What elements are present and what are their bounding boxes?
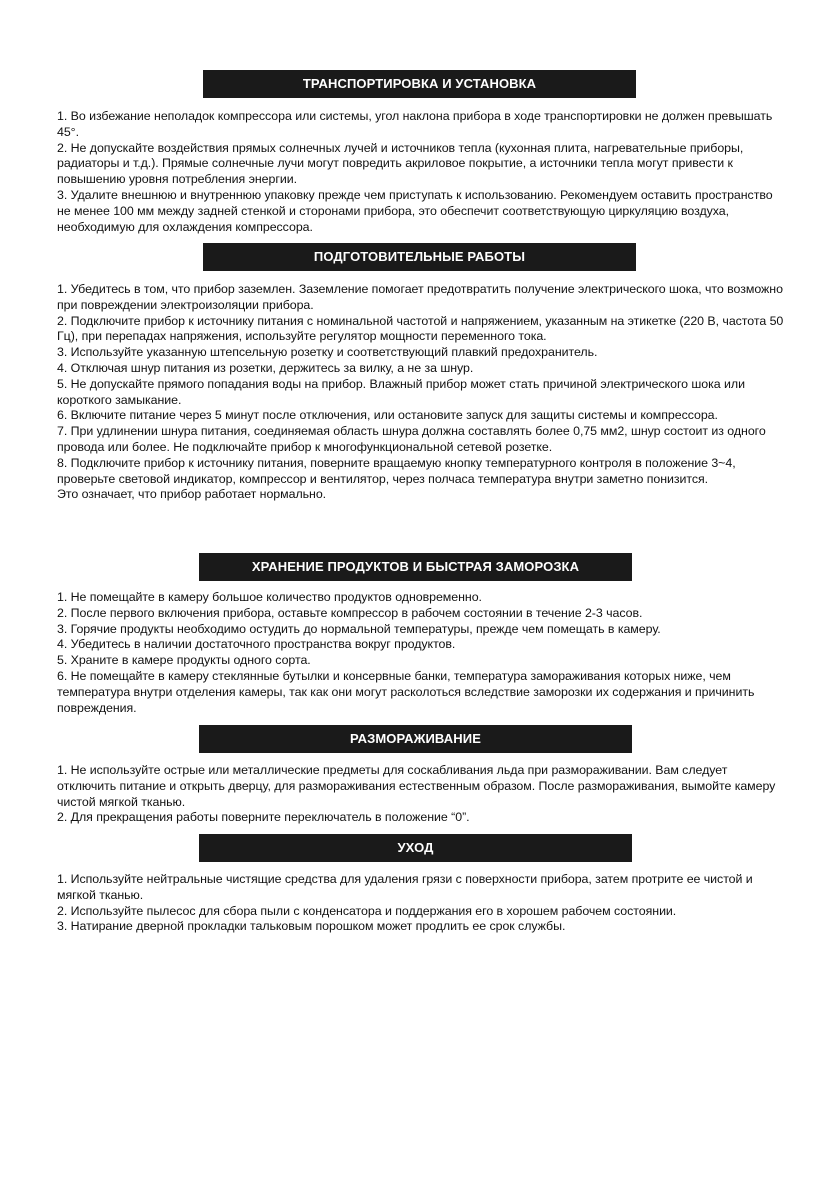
- paragraph: 8. Подключите прибор к источнику питания, поверните вращаемую кнопку температурного контроля в положение 3~4, проверьте световой индикатор, компрессор и вентилятор, через полчаса температура внутри заметно понизится.: [57, 455, 736, 486]
- section-heading-care: УХОД: [199, 834, 632, 862]
- paragraph: 6. Включите питание через 5 минут после отключения, или остановите запуск для защиты системы и компрессора.: [57, 408, 718, 423]
- section-heading-transport: ТРАНСПОРТИРОВКА И УСТАНОВКА: [203, 70, 636, 98]
- paragraph: 1. Убедитесь в том, что прибор заземлен. Заземление помогает предотвратить получение электрического шока, что возможно при повреждении электроизоляции прибора.: [57, 282, 783, 312]
- paragraph: 2. После первого включения прибора, оставьте компрессор в рабочем состоянии в течение 2-3 часов.: [57, 605, 643, 620]
- paragraph: 2. Подключите прибор к источнику питания с номинальной частотой и напряжением, указанным на этикетке (220 В, частота 50 Гц), при перепадах напряжения, используйте регулятор мощности переменного тока.: [57, 313, 784, 344]
- paragraph: 5. Храните в камере продукты одного сорта.: [57, 653, 311, 668]
- paragraph: 7. При удлинении шнура питания, соединяемая область шнура должна составлять более 0,75 мм2, шнур состоит из одного провода или более. Не подключайте прибор к многофункциональной сетевой розетке.: [57, 424, 766, 454]
- section-body-defrosting: [57, 763, 785, 826]
- section-body-preparation: [57, 282, 785, 503]
- paragraph: 4. Отключая шнур питания из розетки, держитесь за вилку, а не за шнур.: [57, 360, 474, 375]
- paragraph: 2. Для прекращения работы поверните переключатель в положение “0”.: [57, 810, 470, 825]
- paragraph: 1. Во избежание неполадок компрессора или системы, угол наклона прибора в ходе транспортировки не должен превышать 45°.: [57, 109, 773, 139]
- paragraph: 2. Используйте пылесос для сбора пыли с конденсатора и поддержания его в хорошем рабочем состоянии.: [57, 903, 677, 918]
- paragraph: 3. Удалите внешнюю и внутреннюю упаковку прежде чем приступать к использованию. Рекомендуем оставить пространство не менее 100 мм между задней стенкой и сторонами прибора, это обеспечит соответствующую циркуляцию воздуха, необходимую для охлаждения компрессора.: [57, 187, 773, 234]
- section-heading-defrosting: РАЗМОРАЖИВАНИЕ: [199, 725, 632, 753]
- paragraph: 1. Не помещайте в камеру большое количество продуктов одновременно.: [57, 590, 482, 604]
- paragraph: 4. Убедитесь в наличии достаточного пространства вокруг продуктов.: [57, 637, 456, 652]
- paragraph: 3. Натирание дверной прокладки тальковым порошком может продлить ее срок службы.: [57, 919, 566, 934]
- paragraph: 6. Не помещайте в камеру стеклянные бутылки и консервные банки, температура замораживания которых ниже, чем температура внутри отделения камеры, так как они могут расколоться вследствие заморозки их содержания и причинить повреждения.: [57, 668, 755, 715]
- section-heading-preparation: ПОДГОТОВИТЕЛЬНЫЕ РАБОТЫ: [203, 243, 636, 271]
- paragraph: Это означает, что прибор работает нормально.: [57, 487, 327, 502]
- paragraph: 3. Используйте указанную штепсельную розетку и соответствующий плавкий предохранитель.: [57, 345, 598, 360]
- section-body-storage: [57, 590, 785, 716]
- section-body-transport: [57, 109, 785, 235]
- paragraph: 1. Не используйте острые или металлические предметы для соскабливания льда при размораживании. Вам следует отключить питание и открыть дверцу, для размораживания естественным образом. После размораживания, вымойте камеру чистой мягкой тканью.: [57, 763, 776, 809]
- paragraph: 5. Не допускайте прямого попадания воды на прибор. Влажный прибор может стать причиной электрического шока или короткого замыкание.: [57, 376, 745, 407]
- section-body-care: [57, 872, 785, 935]
- paragraph: 2. Не допускайте воздействия прямых солнечных лучей и источников тепла (кухонная плита, нагревательные приборы, радиаторы и т.д.). Прямые солнечные лучи могут повредить акриловое покрытие, а источники тепла могут привести к повышению уровня потребления энергии.: [57, 140, 744, 187]
- paragraph: 1. Используйте нейтральные чистящие средства для удаления грязи с поверхности прибора, затем протрите ее чистой и мягкой тканью.: [57, 872, 753, 902]
- paragraph: 3. Горячие продукты необходимо остудить до нормальной температуры, прежде чем помещать в камеру.: [57, 621, 661, 636]
- section-heading-storage: ХРАНЕНИЕ ПРОДУКТОВ И БЫСТРАЯ ЗАМОРОЗКА: [199, 553, 632, 581]
